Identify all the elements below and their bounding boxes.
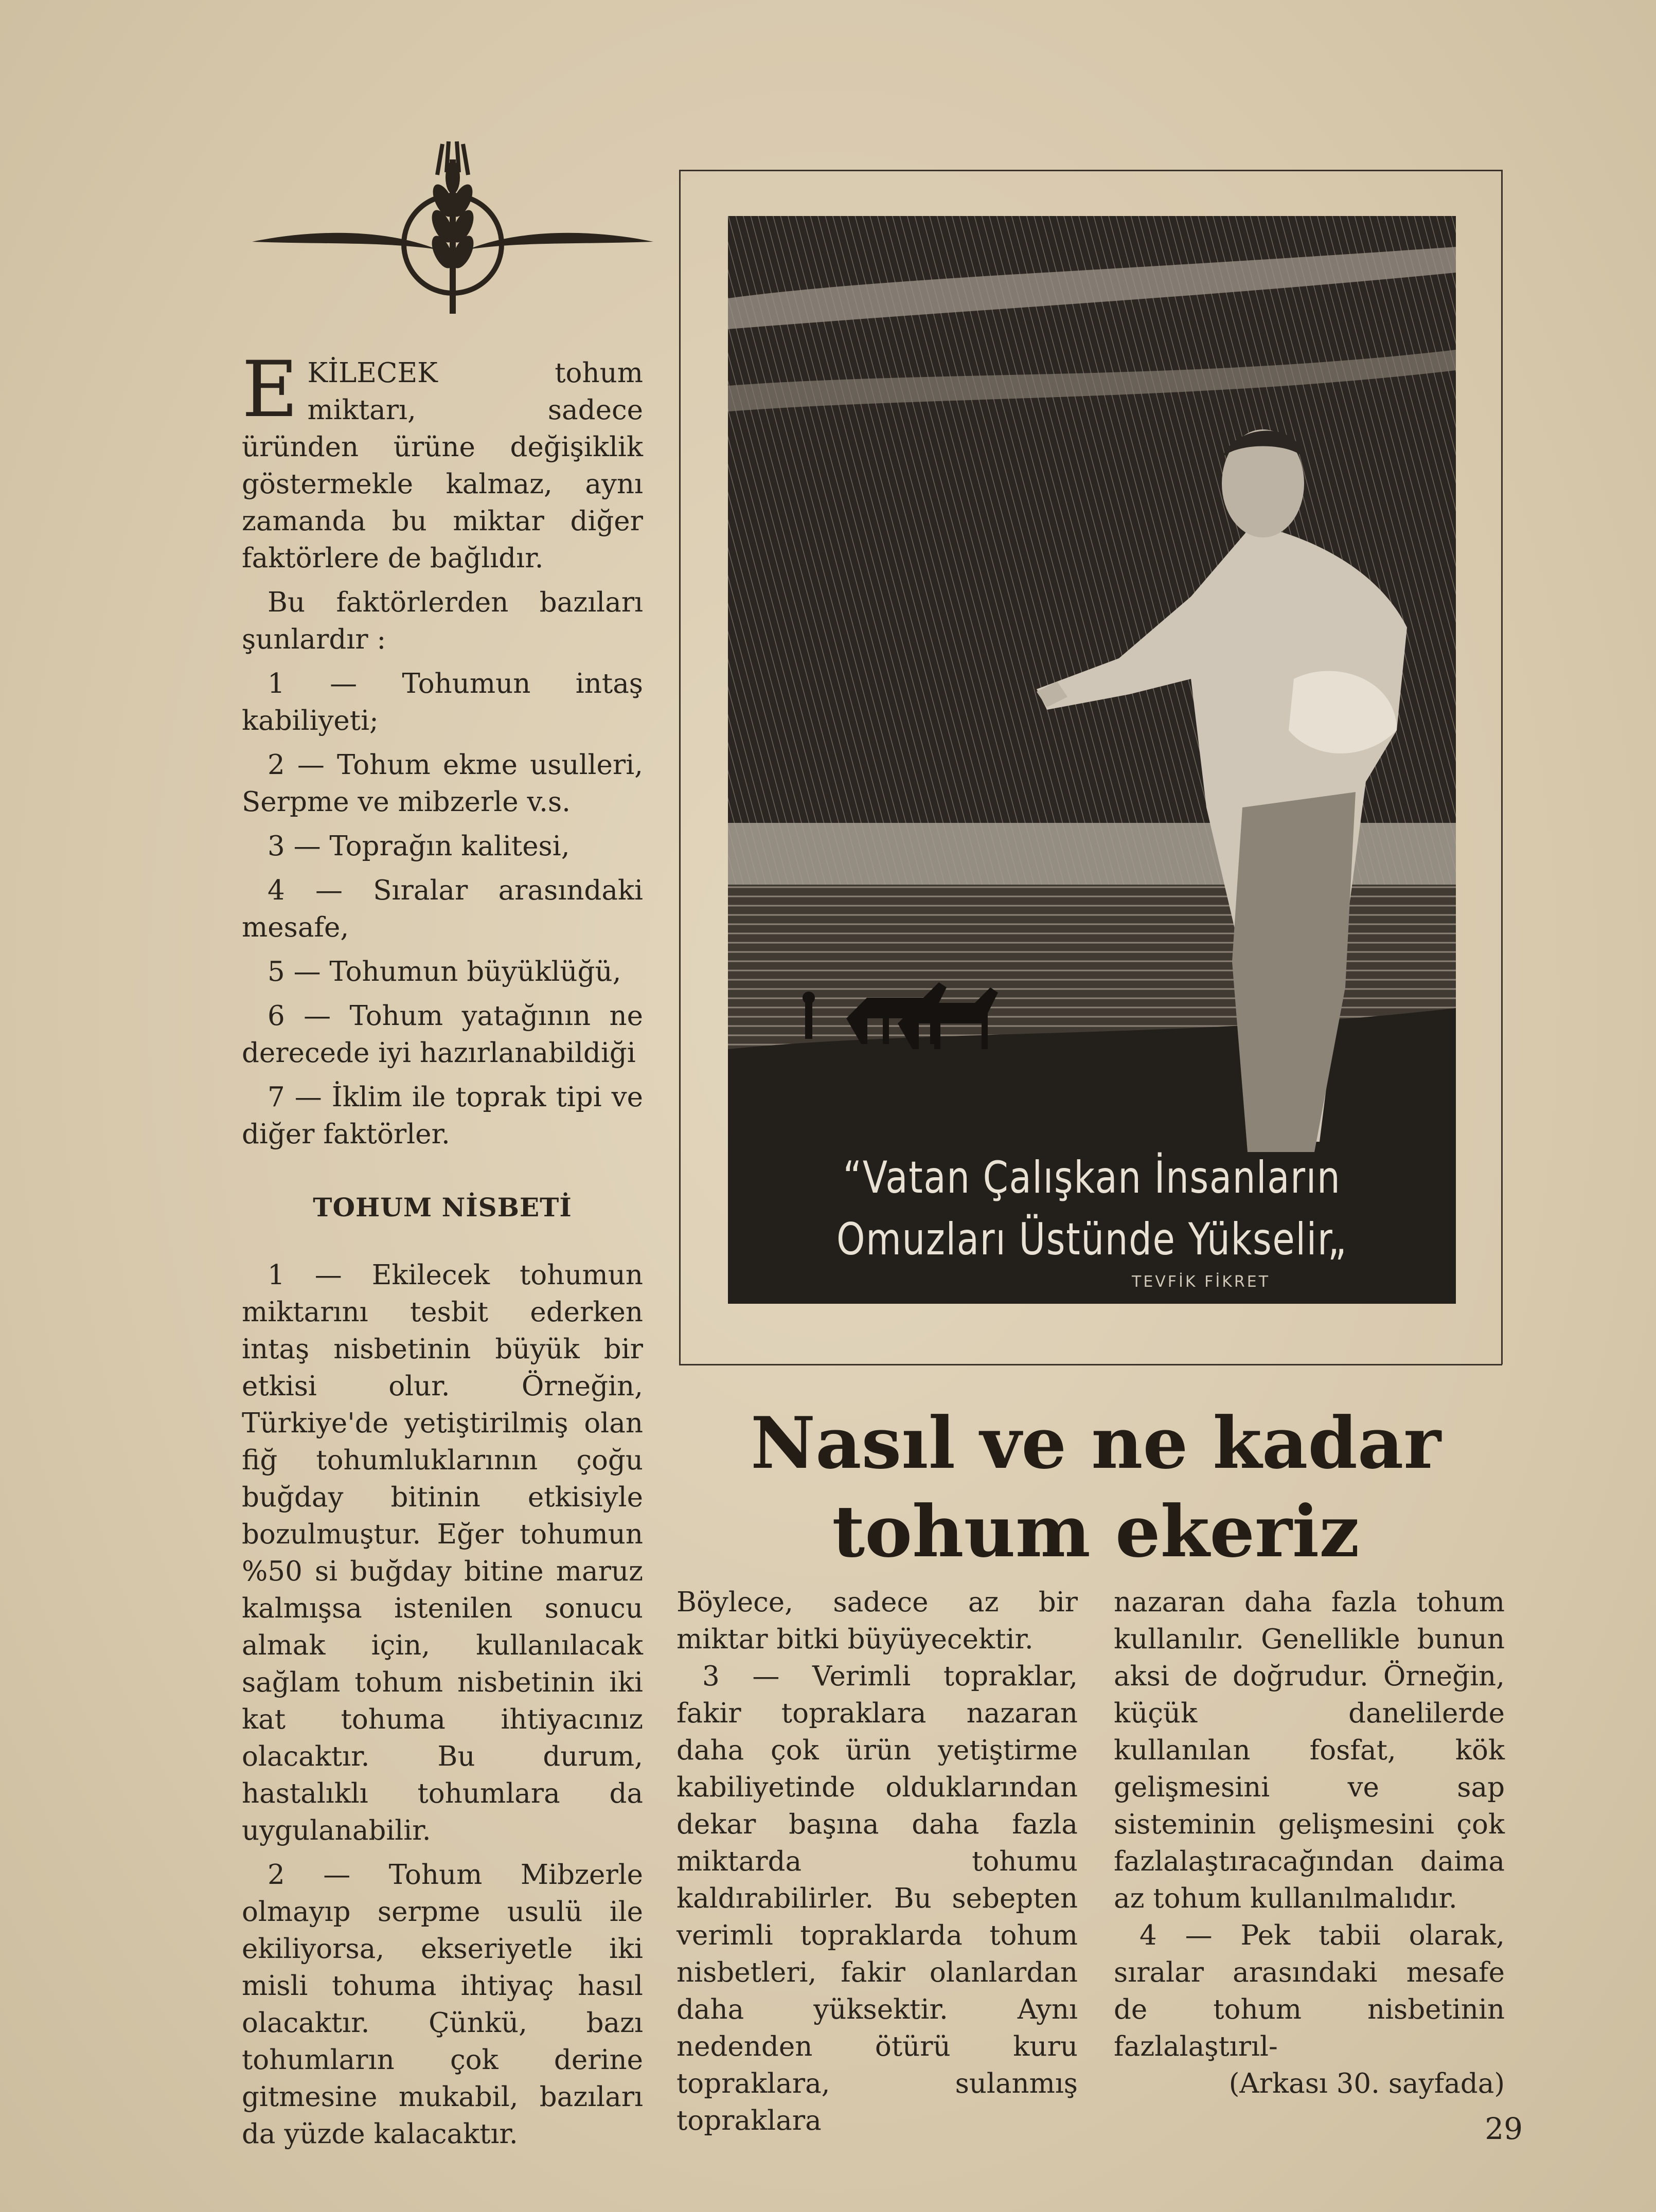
- factors-intro: Bu faktörlerden bazıları şunlardır :: [242, 587, 643, 655]
- sower-illustration: [728, 216, 1456, 1304]
- factor-item: 6 — Tohum yatağının ne derecede iyi hazırlanabildiği: [242, 1000, 643, 1069]
- left-column: [242, 345, 643, 2160]
- artist-signature: TEVFİK FİKRET: [1132, 1273, 1271, 1291]
- dropcap: E: [242, 345, 298, 435]
- paragraph: 1 — Ekilecek tohumun miktarını tesbit ederken intaş nisbetinin büyük bir etkisi olur. Örneğin, Türkiye'de yetiştirilmiş olan fiğ tohumluklarının çoğu buğday bitinin etkisiyle bozulmuştur. Eğer tohumun %50 si buğday bitine maruz kalmışsa istenilen sonucu almak için, kullanılacak sağlam tohum nisbetinin iki kat tohuma ihtiyacınız olacaktır. Bu durum, hastalıklı tohumlara da uygulanabilir.: [242, 1260, 643, 1846]
- caption-line: “Vatan Çalışkan İnsanların: [843, 1152, 1341, 1203]
- paragraph: 2 — Tohum Mibzerle olmayıp serpme usulü ile ekiliyorsa, ekseriyetle iki misli tohuma ihtiyaç hasıl olacaktır. Çünkü, bazı tohumların çok derine gitmesine mukabil, bazıları da yüzde kalacaktır.: [242, 1859, 643, 2150]
- illustration-caption: [793, 1147, 1390, 1270]
- factor-item: 3 — Toprağın kalitesi,: [268, 831, 570, 862]
- intro-text: KİLECEK tohum miktarı, sadece üründen ürüne değişiklik göstermekle kalmaz, aynı zamanda bu miktar diğer faktörlere de bağlıdır.: [242, 357, 643, 574]
- column-3: [1114, 1584, 1505, 2102]
- wheat-emblem-icon: [252, 139, 653, 324]
- paragraph: nazaran daha fazla tohum kullanılır. Genellikle bunun aksi de doğrudur. Örneğin, küçük danelilerde kullanılan fosfat, kök gelişmesini ve sap sisteminin gelişmesini çok fazlalaştıracağından daima az tohum kullanılmalıdır.: [1114, 1587, 1505, 1914]
- factor-item: 4 — Sıralar arasındaki mesafe,: [242, 875, 643, 943]
- paragraph: 3 — Verimli topraklar, fakir topraklara nazaran daha çok ürün yetiştirme kabiliyetinde olduklarından dekar başına daha fazla miktarda tohumu kaldırabilirler. Bu sebepten verimli topraklarda tohum nisbetleri, fakir olanlardan daha yüksektir. Aynı nedenden ötürü kuru topraklara, sulanmış topraklara: [676, 1661, 1078, 2136]
- headline-line: tohum ekeriz: [832, 1489, 1360, 1573]
- article-headline: [689, 1399, 1502, 1576]
- factor-item: 7 — İklim ile toprak tipi ve diğer faktörler.: [242, 1082, 643, 1150]
- paragraph: 4 — Pek tabii olarak, sıralar arasındaki mesafe de tohum nisbetinin fazlalaştırıl-: [1114, 1920, 1505, 2062]
- factor-item: 2 — Tohum ekme usulleri, Serpme ve mibzerle v.s.: [242, 749, 643, 818]
- section-title: TOHUM NİSBETİ: [313, 1192, 572, 1222]
- paragraph: Böylece, sadece az bir miktar bitki büyüyecektir.: [676, 1587, 1078, 1655]
- headline-line: Nasıl ve ne kadar: [751, 1401, 1441, 1485]
- caption-line: Omuzları Üstünde Yükselir„: [836, 1214, 1347, 1265]
- factor-item: 5 — Tohumun büyüklüğü,: [268, 956, 621, 987]
- continued-note: (Arkası 30. sayfada): [1228, 2068, 1505, 2099]
- column-2: [676, 1584, 1078, 2139]
- frame-divider: [679, 1364, 1502, 1365]
- factor-item: 1 — Tohumun intaş kabiliyeti;: [242, 668, 643, 736]
- page-number: 29: [1485, 2111, 1523, 2146]
